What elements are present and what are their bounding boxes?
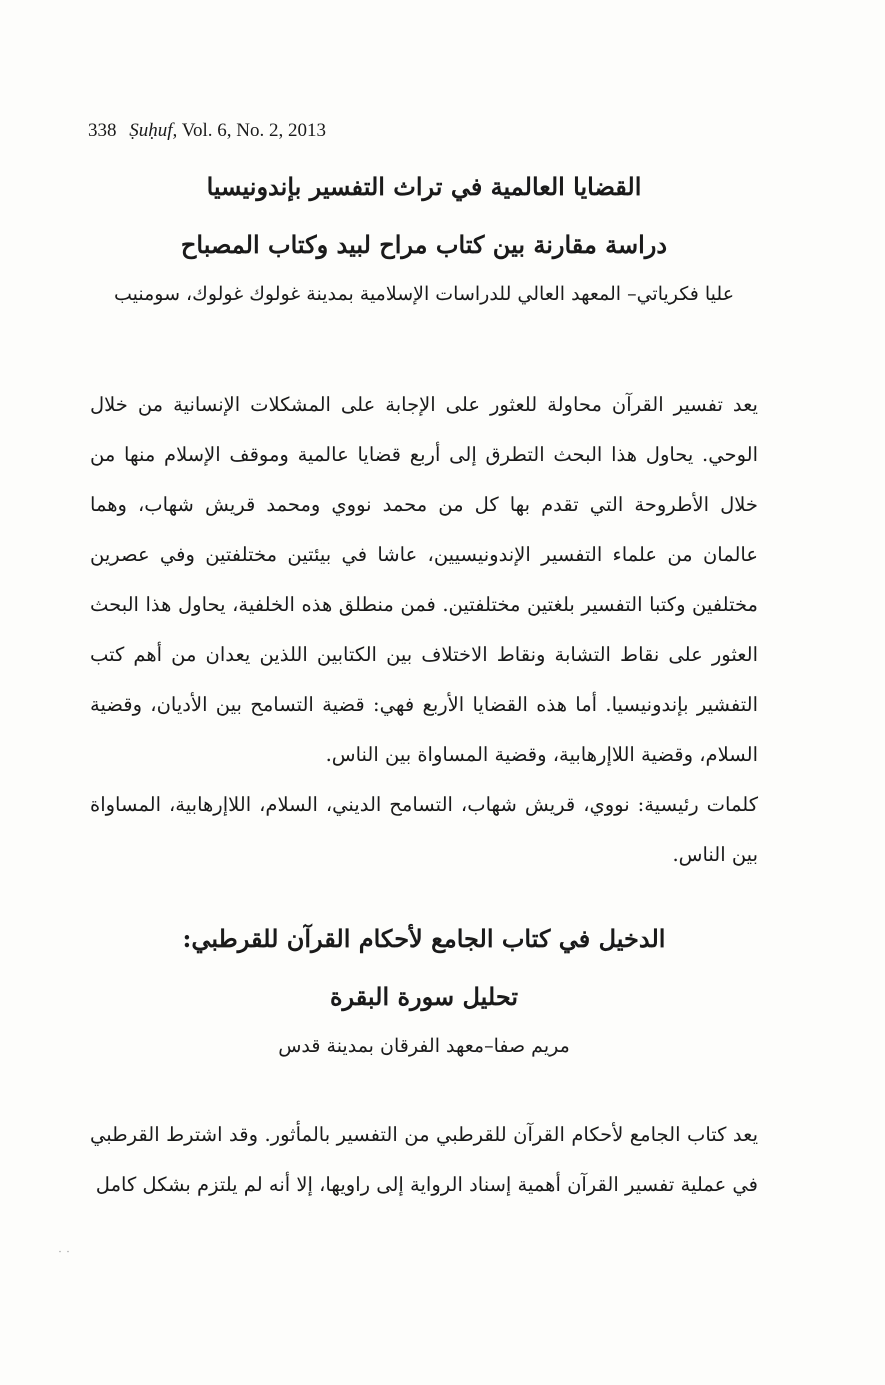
article-1-keywords: كلمات رئيسية: نووي، قريش شهاب، التسامح الديني، السلام، اللاإرهابية، المساواة بين الناس. [90, 793, 758, 866]
page-number: 338 [88, 120, 117, 141]
journal-name: Ṣuḥuf, [129, 120, 178, 141]
journal-issue: Vol. 6, No. 2, 2013 [181, 120, 326, 141]
article-2-abstract-block [90, 1110, 758, 1210]
article-1-abstract: يعد تفسير القرآن محاولة للعثور على الإجابة على المشكلات الإنسانية من خلال الوحي. يحاول هذا البحث التطرق إلى أربع قضايا عالمية وموقف الإسلام منها من خلال الأطروحة التي تقدم بها كل من محمد نووي ومحمد قريش شهاب، وهما عالمان من علماء التفسير الإندونيسيين، عاشا في بيئتين مختلفتين وفي عصرين مختلفين وكتبا التفسير بلغتين مختلفتين. فمن منطلق هذه الخلفية، يحاول هذا البحث العثور على نقاط التشابة ونقاط الاختلاف بين الكتابين اللذين يعدان من أهم كتب التفشير بإندونيسيا. أما هذه القضايا الأربع فهي: قضية التسامح بين الأديان، وقضية السلام، وقضية اللاإرهابية، وقضية المساواة بين الناس. [90, 393, 758, 766]
article-2-title-line-2: تحليل سورة البقرة [329, 982, 519, 1011]
running-head [88, 120, 326, 142]
article-1 [90, 158, 758, 314]
scan-speck-icon [58, 1250, 72, 1253]
article-2-abstract: يعد كتاب الجامع لأحكام القرآن للقرطبي من التفسير بالمأثور. وقد اشترط القرطبي في عملية تفسير القرآن أهمية إسناد الرواية إلى راويها، إلا أنه لم يلتزم بشكل كامل [90, 1123, 758, 1196]
scan-speck [58, 1246, 72, 1249]
article-1-title-line-1: القضايا العالمية في تراث التفسير بإندونيسيا [206, 172, 642, 201]
article-2-title-line-1: الدخيل في كتاب الجامع لأحكام القرآن للقرطبي: [182, 924, 666, 953]
article-1-title-line-2: دراسة مقارنة بين كتاب مراح لبيد وكتاب المصباح [180, 230, 668, 259]
article-2 [90, 910, 758, 1066]
article-2-author: مريم صفا–معهد الفرقان بمدينة قدس [278, 1035, 570, 1057]
article-1-author: عليا فكرياتي– المعهد العالي للدراسات الإسلامية بمدينة غولوك غولوك، سومنيب [113, 283, 735, 305]
article-1-abstract-block [90, 380, 758, 880]
